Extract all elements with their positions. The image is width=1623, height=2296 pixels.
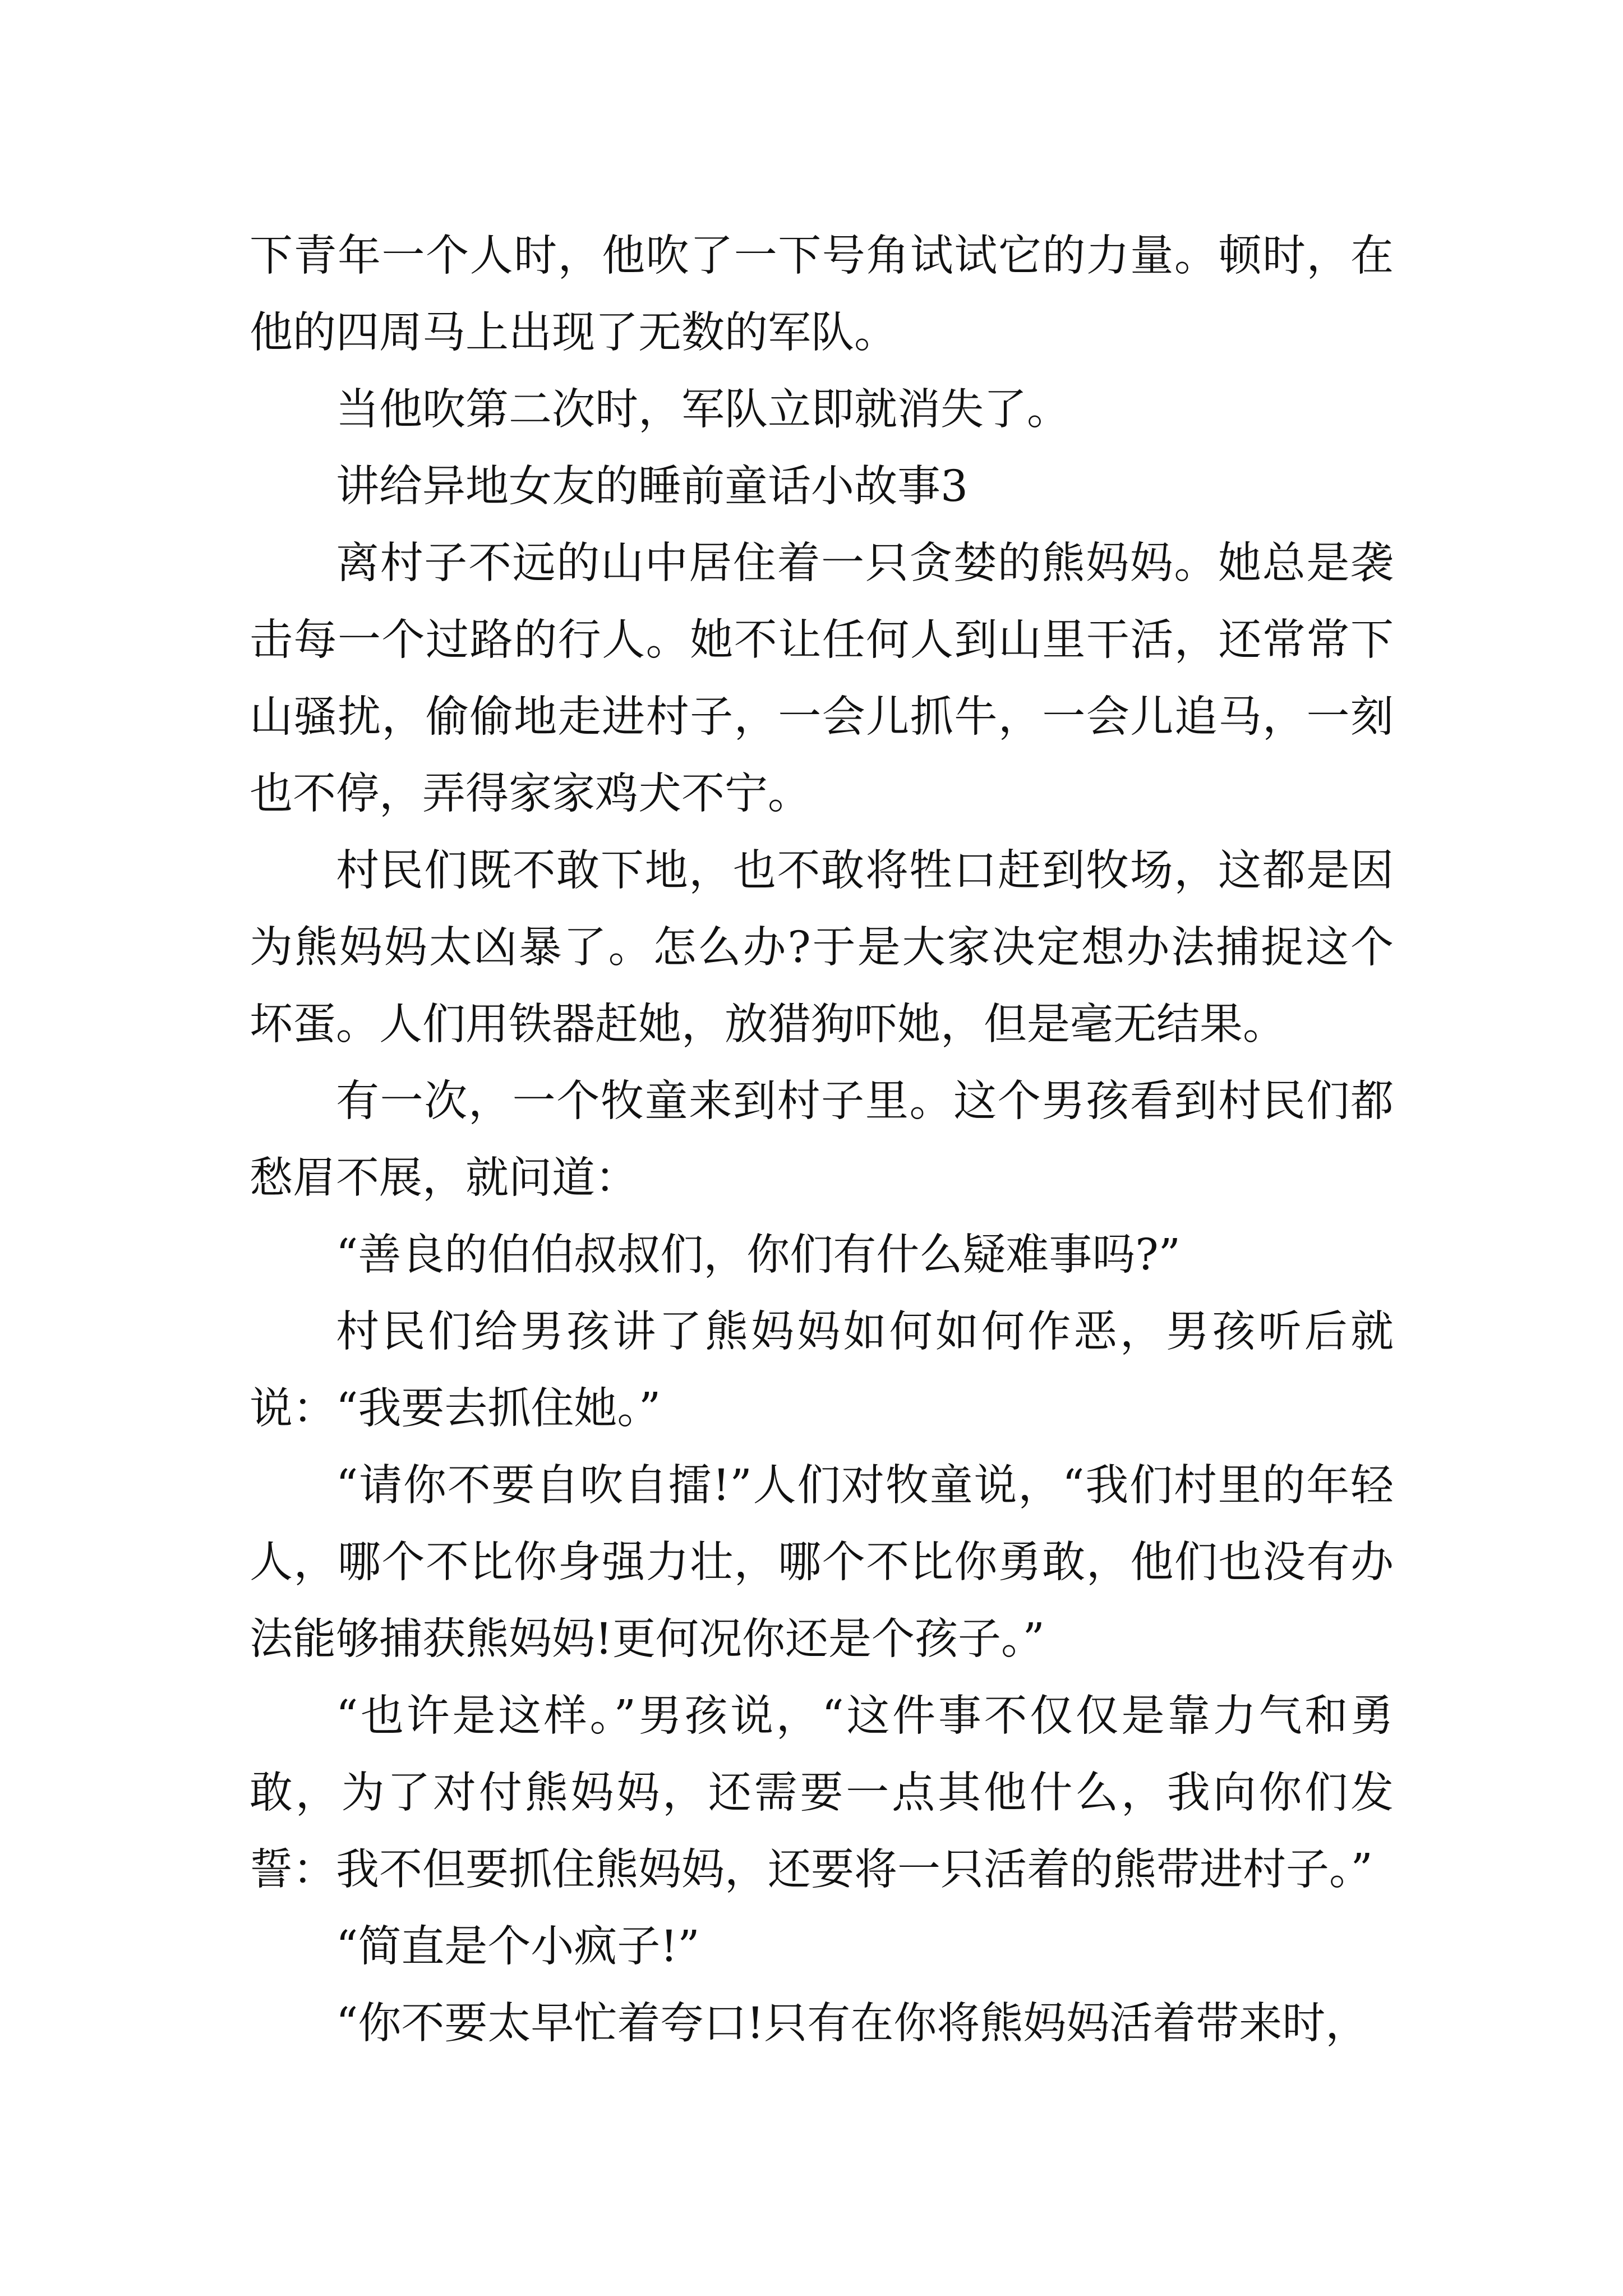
paragraph-1: 下青年一个人时，他吹了一下号角试试它的力量。顿时，在他的四周马上出现了无数的军队。 — [250, 231, 1394, 358]
paragraph-6: “善良的伯伯叔叔们，你们有什么疑难事吗?” — [336, 1230, 1181, 1280]
paragraph-9: “也许是这样。”男孩说，“这件事不仅仅是靠力气和勇敢，为了对付熊妈妈，还需要一点其他什么，我向你们发誓：我不但要抓住熊妈妈，还要将一只活着的熊带进村子。” — [250, 1691, 1394, 1895]
section-heading: 讲给异地女友的睡前童话小故事3 — [336, 462, 968, 512]
paragraph-10: “简直是个小疯子!” — [336, 1922, 700, 1972]
paragraph-11: “你不要太早忙着夸口!只有在你将熊妈妈活着带来时， — [336, 1999, 1369, 2049]
paragraph-2: 当他吹第二次时，军队立即就消失了。 — [336, 385, 1070, 435]
document-body — [250, 218, 1394, 2062]
paragraph-3: 离村子不远的山中居住着一只贪婪的熊妈妈。她总是袭击每一个过路的行人。她不让任何人到山里干活，还常常下山骚扰，偷偷地走进村子，一会儿抓牛，一会儿追马，一刻也不停，弄得家家鸡犬不宁。 — [250, 539, 1394, 819]
paragraph-5: 有一次，一个牧童来到村子里。这个男孩看到村民们都愁眉不展，就问道： — [250, 1076, 1394, 1203]
paragraph-8: “请你不要自吹自擂!”人们对牧童说，“我们村里的年轻人，哪个不比你身强力壮，哪个不比你勇敢，他们也没有办法能够捕获熊妈妈!更何况你还是个孩子。” — [250, 1461, 1394, 1664]
paragraph-4: 村民们既不敢下地，也不敢将牲口赶到牧场，这都是因为熊妈妈太凶暴了。怎么办?于是大家决定想办法捕捉这个坏蛋。人们用铁器赶她，放猎狗吓她，但是毫无结果。 — [250, 846, 1394, 1050]
paragraph-7: 村民们给男孩讲了熊妈妈如何如何作恶，男孩听后就说：“我要去抓住她。” — [250, 1307, 1394, 1434]
